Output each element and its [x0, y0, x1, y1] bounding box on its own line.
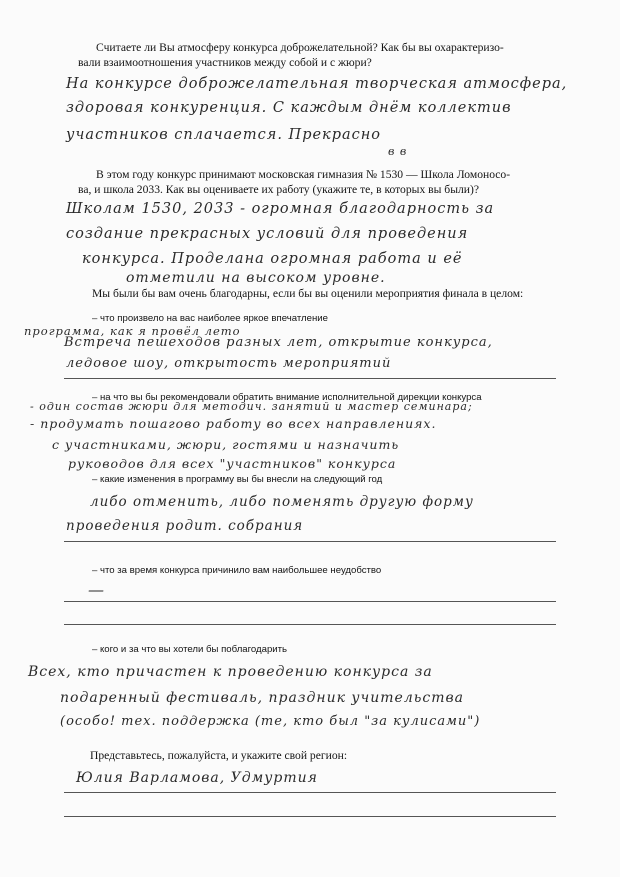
region-prompt: Представьтесь, пожалуйста, и укажите свой регион:	[90, 749, 348, 762]
handwritten-region: Юлия Варламова, Удмуртия	[76, 770, 318, 786]
handwritten-impression-2: Встреча пешеходов разных лет, открытие конкурса,	[64, 335, 493, 350]
section-recommend-label: – на что вы бы рекомендовали обратить внимание исполнительной дирекции конкурса	[92, 392, 482, 403]
handwritten-recommend-1: - один состав жюри для методич. занятий и мастер семинара;	[30, 400, 473, 413]
answer-line	[64, 541, 556, 542]
section-thanks-label: – кого и за что вы хотели бы поблагодарить	[92, 644, 288, 655]
answer-line	[64, 792, 556, 793]
section-changes-label: – какие изменения в программу вы бы внесли на следующий год	[92, 474, 383, 485]
handwritten-thanks-1: Всех, кто причастен к проведению конкурса за	[28, 664, 433, 680]
handwritten-recommend-3: с участниками, жюри, гостями и назначить	[52, 437, 400, 452]
handwritten-thanks-2: подаренный фестиваль, праздник учительства	[60, 690, 464, 706]
handwritten-inconvenience: —	[88, 580, 105, 599]
handwritten-answer-atmosphere-3: участников сплачается. Прекрасно	[66, 127, 382, 143]
question-schools-line2: ва, и школа 2033. Как вы оцениваете их работу (укажите те, в которых вы были)?	[78, 183, 479, 196]
handwritten-impression-3: ледовое шоу, открытость мероприятий	[66, 356, 392, 371]
question-atmosphere-line1: Считаете ли Вы атмосферу конкурса доброжелательной? Как бы вы охарактеризо-	[96, 41, 504, 54]
handwritten-answer-schools-3: конкурса. Проделана огромная работа и её	[82, 251, 463, 267]
question-schools-line1: В этом году конкурс принимают московская гимназия № 1530 — Школа Ломоносо-	[96, 168, 511, 181]
answer-line	[64, 601, 556, 602]
handwritten-mark: в в	[388, 145, 408, 158]
handwritten-thanks-3: (особо! тех. поддержка (те, кто был "за кулисами")	[60, 714, 481, 729]
handwritten-changes-2: проведения родит. собрания	[66, 518, 304, 534]
handwritten-recommend-4: руководов для всех "участников" конкурса	[68, 456, 397, 471]
handwritten-recommend-2: - продумать пошагово работу во всех направлениях.	[30, 416, 437, 431]
handwritten-impression-1: программа, как я провёл лето	[24, 324, 241, 338]
handwritten-answer-schools-2: создание прекрасных условий для проведения	[66, 226, 469, 242]
handwritten-answer-schools-4: отметили на высоком уровне.	[126, 270, 386, 286]
question-atmosphere-line2: вали взаимоотношения участников между собой и с жюри?	[78, 56, 372, 69]
answer-line	[64, 378, 556, 379]
handwritten-answer-atmosphere-2: здоровая конкуренция. С каждым днём коллектив	[66, 100, 512, 116]
handwritten-answer-atmosphere-1: На конкурсе доброжелательная творческая атмосфера,	[66, 76, 568, 92]
intro-rate-events: Мы были бы вам очень благодарны, если бы вы оценили мероприятия финала в целом:	[92, 287, 524, 300]
section-impression-label: – что произвело на вас наиболее яркое впечатление	[92, 313, 328, 324]
answer-line	[64, 816, 556, 817]
handwritten-changes-1: либо отменить, либо поменять другую форму	[90, 494, 474, 510]
section-inconvenience-label: – что за время конкурса причинило вам наибольшее неудобство	[92, 565, 382, 576]
handwritten-answer-schools-1: Школам 1530, 2033 - огромная благодарность за	[66, 201, 495, 217]
answer-line	[64, 624, 556, 625]
